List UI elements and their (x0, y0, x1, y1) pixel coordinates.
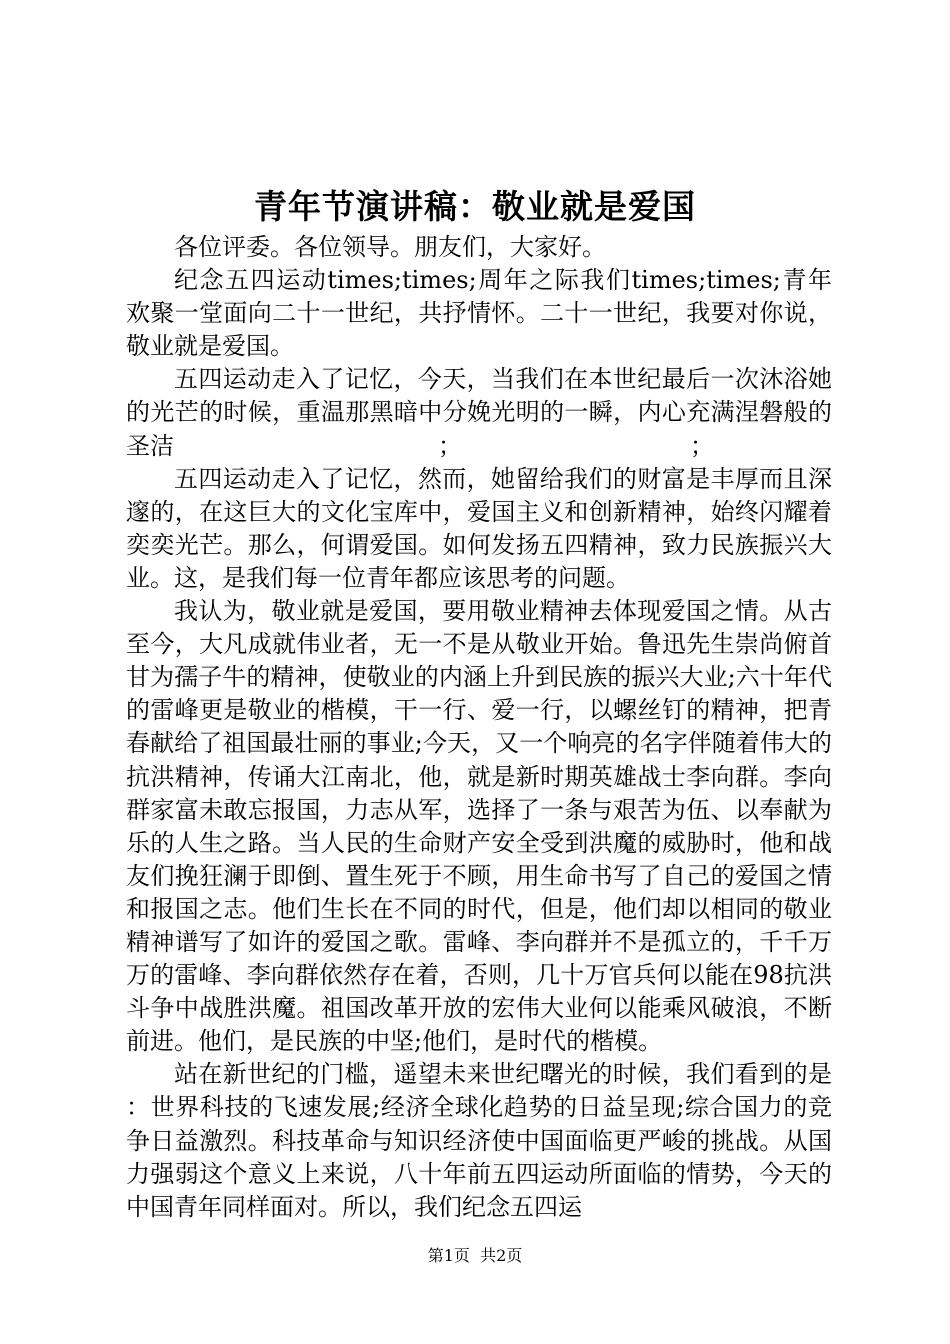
page-number: 第1页 (427, 1246, 470, 1265)
footer-spacer (470, 1246, 480, 1265)
paragraph-intro: 纪念五四运动times;times;周年之际我们times;times;青年欢聚一堂面向二十一世纪，共抒情怀。二十一世纪，我要对你说，敬业就是爱国。 (126, 266, 832, 361)
document-body (126, 231, 832, 1224)
paragraph-new-century: 站在新世纪的门槛，遥望未来世纪曙光的时候，我们看到的是：世界科技的飞速发展;经济全球化趋势的日益呈现;综合国力的竞争日益激烈。科技革命与知识经济使中国面临更严峻的挑战。从国力强弱这个意义上来说，八十年前五四运动所面临的情势，今天的中国青年同样面对。所以，我们纪念五四运 (126, 1060, 832, 1221)
paragraph-legacy: 五四运动走入了记忆，然而，她留给我们的财富是丰厚而且深邃的，在这巨大的文化宝库中，爱国主义和创新精神，始终闪耀着奕奕光芒。那么，何谓爱国。如何发扬五四精神，致力民族振兴大业。这，是我们每一位青年都应该思考的问题。 (126, 464, 832, 592)
paragraph-greeting: 各位评委。各位领导。朋友们，大家好。 (174, 233, 606, 261)
page-footer (0, 1244, 950, 1268)
document-title: 青年节演讲稿：敬业就是爱国 (254, 187, 696, 226)
paragraph-memory: 五四运动走入了记忆，今天，当我们在本世纪最后一次沐浴她的光芒的时候，重温那黑暗中分娩光明的一瞬，内心充满涅磐般的圣洁 ； ； (126, 365, 832, 460)
paragraph-dedication: 我认为，敬业就是爱国，要用敬业精神去体现爱国之情。从古至今，大凡成就伟业者，无一不是从敬业开始。鲁迅先生崇尚俯首甘为孺子牛的精神，使敬业的内涵上升到民族的振兴大业;六十年代的雷峰更是敬业的楷模，干一行、爱一行，以螺丝钉的精神，把青春献给了祖国最壮丽的事业;今天，又一个响亮的名字伴随着伟大的抗洪精神，传诵大江南北，他，就是新时期英雄战士李向群。李向群家富未敢忘报国，力志从军，选择了一条与艰苦为伍、以奉献为乐的人生之路。当人民的生命财产安全受到洪魔的威胁时，他和战友们挽狂澜于即倒、置生死于不顾，用生命书写了自己的爱国之情和报国之志。他们生长在不同的时代，但是，他们却以相同的敬业精神谱写了如许的爱国之歌。雷峰、李向群并不是孤立的，千千万万的雷峰、李向群依然存在着，否则，几十万官兵何以能在98抗洪斗争中战胜洪魔。祖国改革开放的宏伟大业何以能乘风破浪，不断前进。他们，是民族的中坚;他们，是时代的楷模。 (126, 597, 832, 1056)
page-total: 共2页 (480, 1246, 523, 1265)
